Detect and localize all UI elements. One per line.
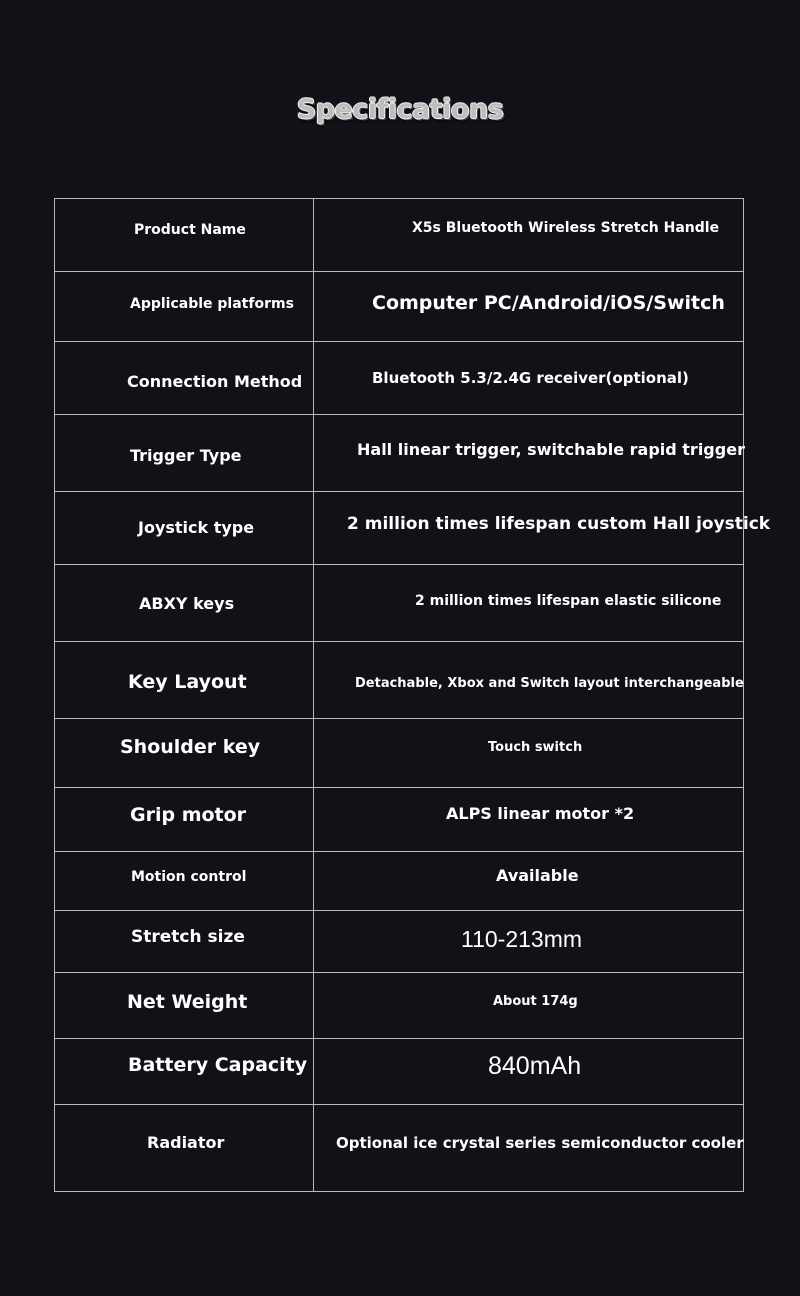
spec-value-cell [314,973,744,1039]
spec-label: Trigger Type [130,446,242,465]
spec-label-cell [55,852,314,911]
spec-label-cell [55,272,314,342]
table-row [55,415,744,492]
spec-label-cell [55,719,314,788]
spec-label: ABXY keys [139,594,235,613]
spec-label-cell [55,342,314,415]
spec-label-cell [55,415,314,492]
table-row [55,199,744,272]
table-row [55,852,744,911]
table-row [55,492,744,565]
spec-label: Motion control [131,869,247,885]
page-title: Specifications [296,94,504,125]
spec-value-cell [314,1039,744,1105]
table-row [55,788,744,852]
table-row [55,565,744,642]
spec-value: 2 million times lifespan custom Hall joystick [347,514,771,534]
spec-label-cell [55,911,314,973]
spec-label-cell [55,199,314,272]
spec-label-cell [55,1039,314,1105]
table-row [55,272,744,342]
spec-label: Product Name [134,222,246,238]
spec-value-cell [314,911,744,973]
table-row [55,719,744,788]
spec-label-cell [55,642,314,719]
table-row [55,911,744,973]
spec-value: Available [496,866,579,885]
spec-label: Stretch size [131,927,245,947]
spec-label: Grip motor [130,804,247,826]
spec-value-cell [314,788,744,852]
spec-value: 110-213mm [461,926,583,952]
spec-value-cell [314,492,771,565]
spec-value-cell [314,1105,744,1192]
spec-value: About 174g [493,994,578,1009]
spec-value-cell [314,719,744,788]
spec-value-cell [314,565,744,642]
spec-value-cell [314,342,744,415]
table-row [55,973,744,1039]
spec-label: Joystick type [138,518,255,537]
spec-label-cell [55,492,314,565]
spec-label: Applicable platforms [130,296,294,312]
spec-label-cell [55,973,314,1039]
spec-value: Computer PC/Android/iOS/Switch [372,292,725,314]
spec-label-cell [55,1105,314,1192]
spec-label: Connection Method [127,372,303,391]
spec-value-cell [314,415,744,492]
spec-value: 2 million times lifespan elastic silicone [415,593,722,609]
spec-label: Shoulder key [120,736,261,758]
specifications-table [54,198,771,1192]
spec-value: ALPS linear motor *2 [446,804,635,823]
spec-value-cell [314,642,744,719]
spec-value-cell [314,852,744,911]
spec-value: X5s Bluetooth Wireless Stretch Handle [412,220,720,236]
table-row [55,342,744,415]
spec-value: Detachable, Xbox and Switch layout interchangeable [355,676,744,691]
spec-label-cell [55,788,314,852]
spec-value: Touch switch [488,740,583,755]
spec-value-cell [314,272,744,342]
spec-label: Radiator [147,1133,225,1152]
table-row [55,1105,744,1192]
spec-label: Battery Capacity [128,1054,308,1076]
spec-label: Net Weight [127,991,248,1013]
spec-value: 840mAh [488,1052,582,1080]
spec-value: Optional ice crystal series semiconductor cooler [336,1134,744,1152]
spec-value: Bluetooth 5.3/2.4G receiver(optional) [372,369,689,387]
spec-label: Key Layout [128,671,247,693]
spec-value: Hall linear trigger, switchable rapid trigger [357,440,745,459]
table-row [55,642,744,719]
spec-label-cell [55,565,314,642]
table-row [55,1039,744,1105]
spec-value-cell [314,199,744,272]
